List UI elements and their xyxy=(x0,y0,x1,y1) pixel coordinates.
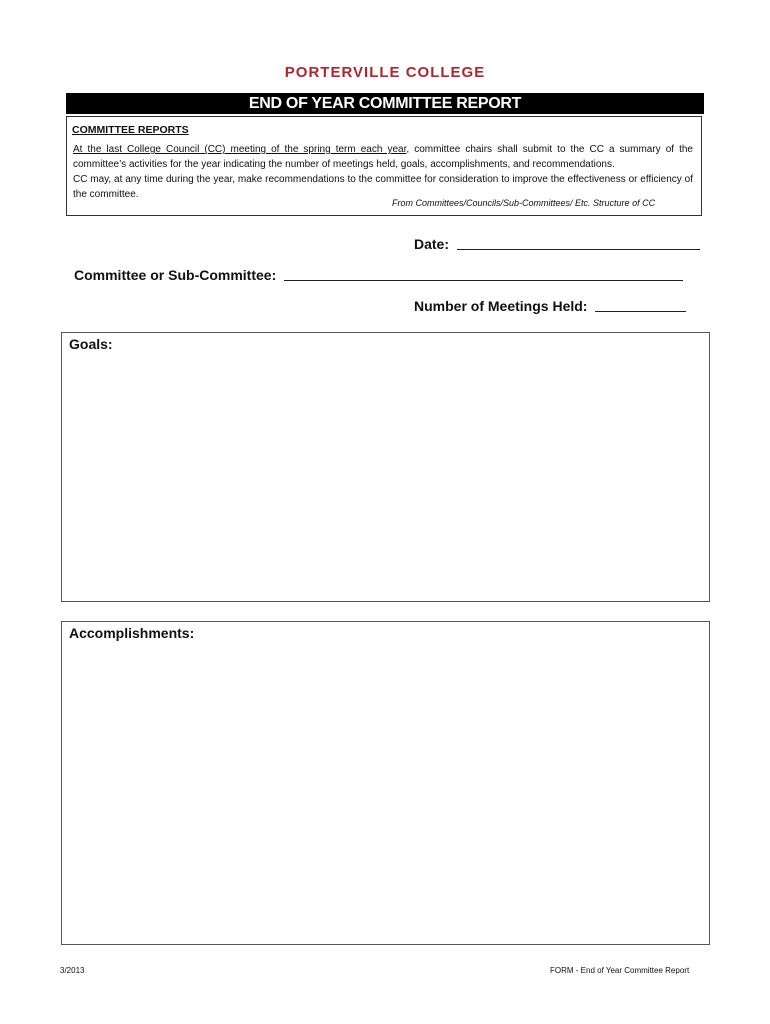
intro-box xyxy=(66,116,702,216)
goals-label: Goals: xyxy=(69,336,113,352)
intro-paragraph xyxy=(73,142,693,202)
accomplishments-box[interactable] xyxy=(61,621,710,945)
source-note: From Committees/Councils/Sub-Committees/ Etc. Structure of CC xyxy=(392,198,656,208)
committee-label: Committee or Sub-Committee: xyxy=(74,267,277,283)
intro-heading: COMMITTEE REPORTS xyxy=(72,124,189,136)
meetings-input-line[interactable] xyxy=(595,310,686,312)
meetings-label: Number of Meetings Held: xyxy=(414,298,588,314)
date-label: Date: xyxy=(414,236,450,252)
accomplishments-label: Accomplishments: xyxy=(69,625,195,641)
meetings-field-row xyxy=(414,298,686,314)
footer-form-name: FORM - End of Year Committee Report xyxy=(550,966,690,975)
date-input-line[interactable] xyxy=(457,248,700,250)
footer-date: 3/2013 xyxy=(60,966,85,975)
college-name: PORTERVILLE COLLEGE xyxy=(284,64,486,81)
intro-underlined-text: At the last College Council (CC) meeting of the spring term each year xyxy=(73,144,407,155)
report-title: END OF YEAR COMMITTEE REPORT xyxy=(66,93,704,114)
date-field-row xyxy=(414,236,700,252)
intro-text-rest: , committee chairs shall submit to the CC a summary of the committee’s activities for the year indicating the number of meetings held, goals, accomplishments, and recommendations. xyxy=(73,144,693,170)
goals-box[interactable] xyxy=(61,332,710,602)
intro-paragraph-2: CC may, at any time during the year, make recommendations to the committee for consideration to improve the effectiveness or efficiency of the committee. xyxy=(73,174,693,200)
committee-input-line[interactable] xyxy=(284,279,683,281)
committee-field-row xyxy=(74,267,683,283)
